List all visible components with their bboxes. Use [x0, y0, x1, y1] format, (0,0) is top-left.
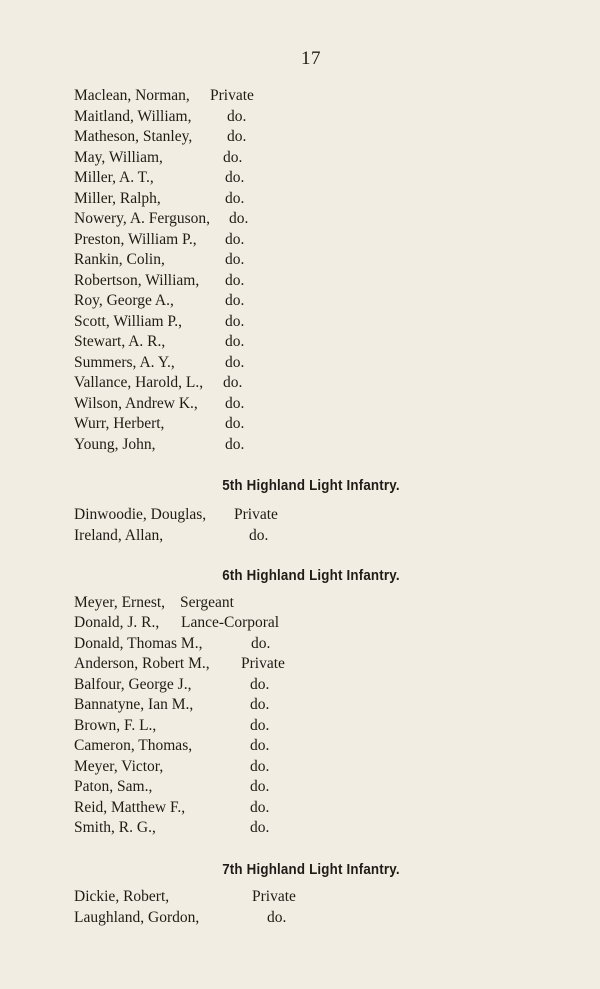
entry-name: Donald, Thomas M.,	[74, 635, 203, 652]
entry-rank: Private	[252, 888, 296, 905]
section-heading-5th-hli: 5th Highland Light Infantry.	[222, 478, 400, 494]
entry-rank: do.	[227, 128, 247, 145]
entry-name: Miller, Ralph,	[74, 190, 161, 207]
section-heading-7th-hli: 7th Highland Light Infantry.	[222, 862, 400, 878]
entry-rank: do.	[225, 333, 245, 350]
entry-name: Cameron, Thomas,	[74, 737, 193, 754]
entry-rank: do.	[225, 272, 245, 289]
entry-name: Scott, William P.,	[74, 313, 183, 330]
entry-rank: Sergeant	[180, 594, 234, 611]
entry-name: Rankin, Colin,	[74, 251, 165, 268]
entry-name: Laughland, Gordon,	[74, 909, 200, 926]
entry-name: Stewart, A. R.,	[74, 333, 166, 350]
entry-name: Robertson, William,	[74, 272, 200, 289]
entry-rank: do.	[225, 251, 245, 268]
entry-rank: do.	[225, 436, 245, 453]
entry-rank: do.	[225, 169, 245, 186]
entry-rank: do.	[267, 909, 287, 926]
section-heading-6th-hli: 6th Highland Light Infantry.	[222, 568, 400, 584]
entry-name: Meyer, Ernest,	[74, 594, 166, 611]
entry-name: Reid, Matthew F.,	[74, 799, 186, 816]
entry-rank: do.	[229, 210, 249, 227]
page-number: 17	[301, 48, 321, 69]
entry-rank: do.	[250, 737, 270, 754]
entry-name: Roy, George A.,	[74, 292, 174, 309]
entry-rank: do.	[227, 108, 247, 125]
entry-rank: do.	[225, 395, 245, 412]
entry-name: Bannatyne, Ian M.,	[74, 696, 194, 713]
entry-name: Maitland, William,	[74, 108, 192, 125]
entry-rank: do.	[250, 799, 270, 816]
entry-rank: do.	[250, 717, 270, 734]
entry-rank: do.	[223, 149, 243, 166]
entry-rank: Lance-Corporal	[181, 614, 280, 631]
entry-name: Paton, Sam.,	[74, 778, 153, 795]
entry-name: Anderson, Robert M.,	[74, 655, 210, 672]
entry-name: Miller, A. T.,	[74, 169, 154, 186]
entry-name: Meyer, Victor,	[74, 758, 164, 775]
entry-name: Dinwoodie, Douglas,	[74, 506, 207, 523]
entry-name: Maclean, Norman,	[74, 87, 190, 104]
entry-rank: Private	[241, 655, 285, 672]
entry-rank: do.	[250, 819, 270, 836]
entry-name: Ireland, Allan,	[74, 527, 164, 544]
entry-name: Preston, William P.,	[74, 231, 197, 248]
entry-rank: do.	[250, 676, 270, 693]
entry-name: Young, John,	[74, 436, 156, 453]
entry-name: Dickie, Robert,	[74, 888, 170, 905]
entry-name: Matheson, Stanley,	[74, 128, 193, 145]
entry-name: Nowery, A. Ferguson,	[74, 210, 211, 227]
entry-name: Wilson, Andrew K.,	[74, 395, 198, 412]
entry-rank: do.	[223, 374, 243, 391]
entry-rank: do.	[250, 758, 270, 775]
entry-name: Brown, F. L.,	[74, 717, 157, 734]
entry-rank: do.	[249, 527, 269, 544]
entry-rank: do.	[225, 415, 245, 432]
entry-rank: do.	[225, 354, 245, 371]
entry-name: Donald, J. R.,	[74, 614, 160, 631]
entry-name: Smith, R. G.,	[74, 819, 156, 836]
entry-name: Vallance, Harold, L.,	[74, 374, 204, 391]
entry-name: Summers, A. Y.,	[74, 354, 175, 371]
entry-name: Wurr, Herbert,	[74, 415, 165, 432]
entry-rank: do.	[225, 292, 245, 309]
entry-rank: Private	[234, 506, 278, 523]
entry-rank: do.	[225, 313, 245, 330]
entry-name: Balfour, George J.,	[74, 676, 192, 693]
entry-rank: do.	[250, 778, 270, 795]
entry-rank: do.	[250, 696, 270, 713]
entry-rank: do.	[225, 231, 245, 248]
entry-rank: do.	[251, 635, 271, 652]
entry-name: May, William,	[74, 149, 163, 166]
entry-rank: do.	[225, 190, 245, 207]
entry-rank: Private	[210, 87, 254, 104]
